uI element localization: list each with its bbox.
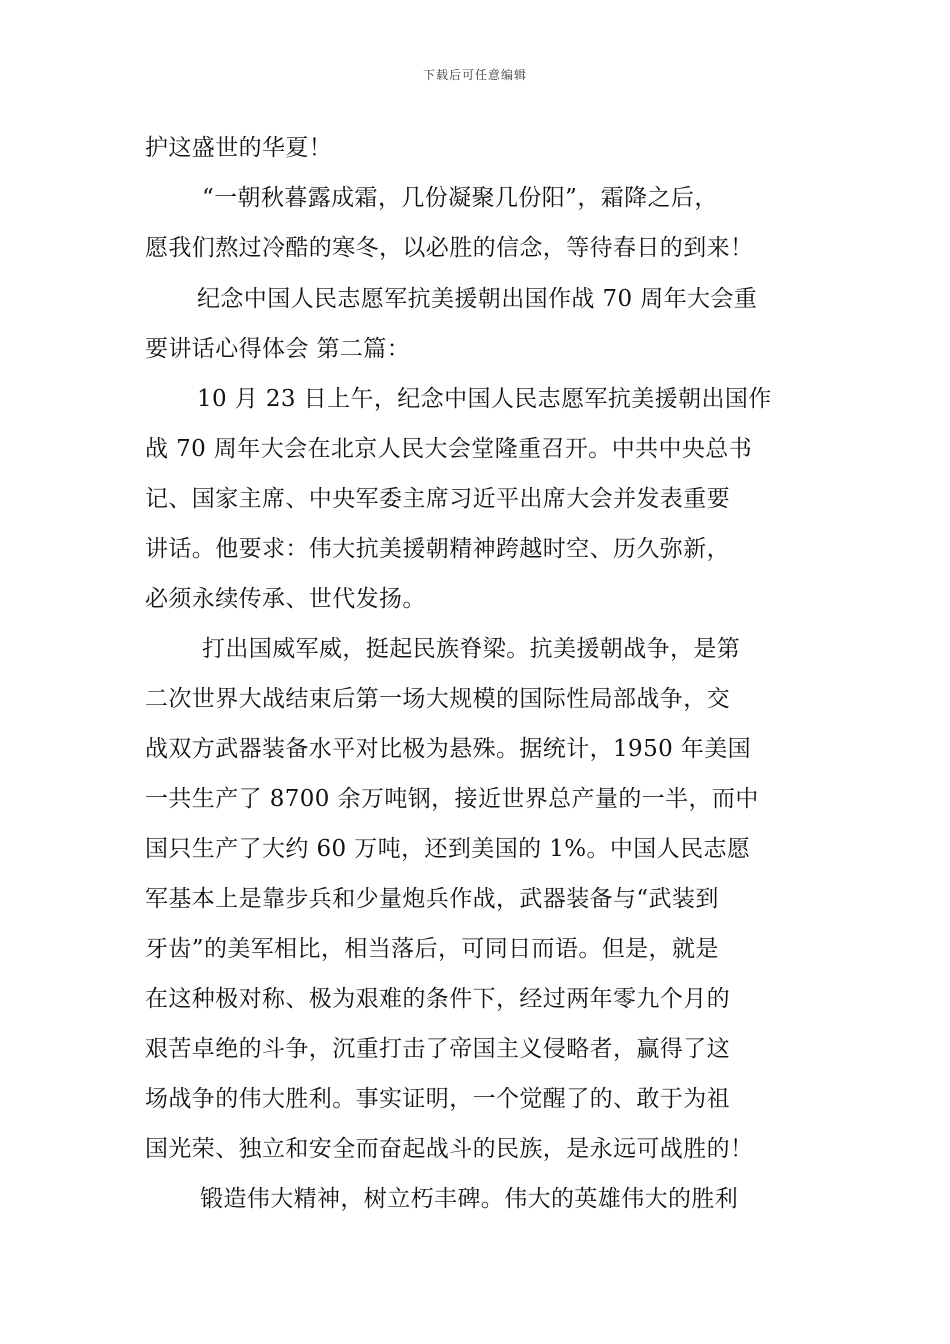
- text-line: 护这盛世的华夏！: [145, 135, 333, 161]
- text-line: 打出国威军威，挺起民族脊梁。抗美援朝战争，是第: [202, 636, 741, 662]
- text-line: 场战争的伟大胜利。事实证明，一个觉醒了的、敢于为祖: [145, 1086, 730, 1112]
- text-line: 二次世界大战结束后第一场大规模的国际性局部战争，交: [145, 686, 730, 712]
- text-line: 记、国家主席、中央军委主席习近平出席大会并发表重要: [145, 486, 730, 512]
- text-line: 在这种极对称、极为艰难的条件下，经过两年零九个月的: [145, 986, 730, 1012]
- text-line: 军基本上是靠步兵和少量炮兵作战，武器装备与“武装到: [145, 886, 719, 912]
- text-line: 锻造伟大精神，树立朽丰碑。伟大的英雄伟大的胜利: [200, 1186, 739, 1212]
- text-line: “一朝秋暮露成霜，几份凝聚几份阳”，霜降之后，: [202, 185, 718, 211]
- text-line: 战双方武器装备水平对比极为悬殊。据统计，1950 年美国: [145, 736, 752, 762]
- text-line: 10 月 23 日上午，纪念中国人民志愿军抗美援朝出国作: [197, 386, 772, 412]
- text-line: 国只生产了大约 60 万吨，还到美国的 1%。中国人民志愿: [145, 836, 751, 862]
- text-line: 一共生产了 8700 余万吨钢，接近世界总产量的一半，而中: [145, 786, 759, 812]
- text-line: 纪念中国人民志愿军抗美援朝出国作战 70 周年大会重: [197, 286, 758, 312]
- text-line: 必须永续传承、世代发扬。: [145, 586, 426, 612]
- text-line: 愿我们熬过冷酷的寒冬，以必胜的信念，等待春日的到来！: [145, 235, 754, 261]
- text-line: 艰苦卓绝的斗争，沉重打击了帝国主义侵略者，赢得了这: [145, 1036, 730, 1062]
- text-line: 要讲话心得体会 第二篇：: [145, 336, 411, 362]
- text-line: 战 70 周年大会在北京人民大会堂隆重召开。中共中央总书: [145, 436, 753, 462]
- page-header: 下载后可任意编辑: [422, 68, 527, 82]
- text-line: 牙齿”的美军相比，相当落后，可同日而语。但是，就是: [145, 936, 719, 962]
- text-line: 讲话。他要求：伟大抗美援朝精神跨越时空、历久弥新，: [145, 536, 730, 562]
- text-line: 国光荣、独立和安全而奋起战斗的民族，是永远可战胜的！: [145, 1136, 754, 1162]
